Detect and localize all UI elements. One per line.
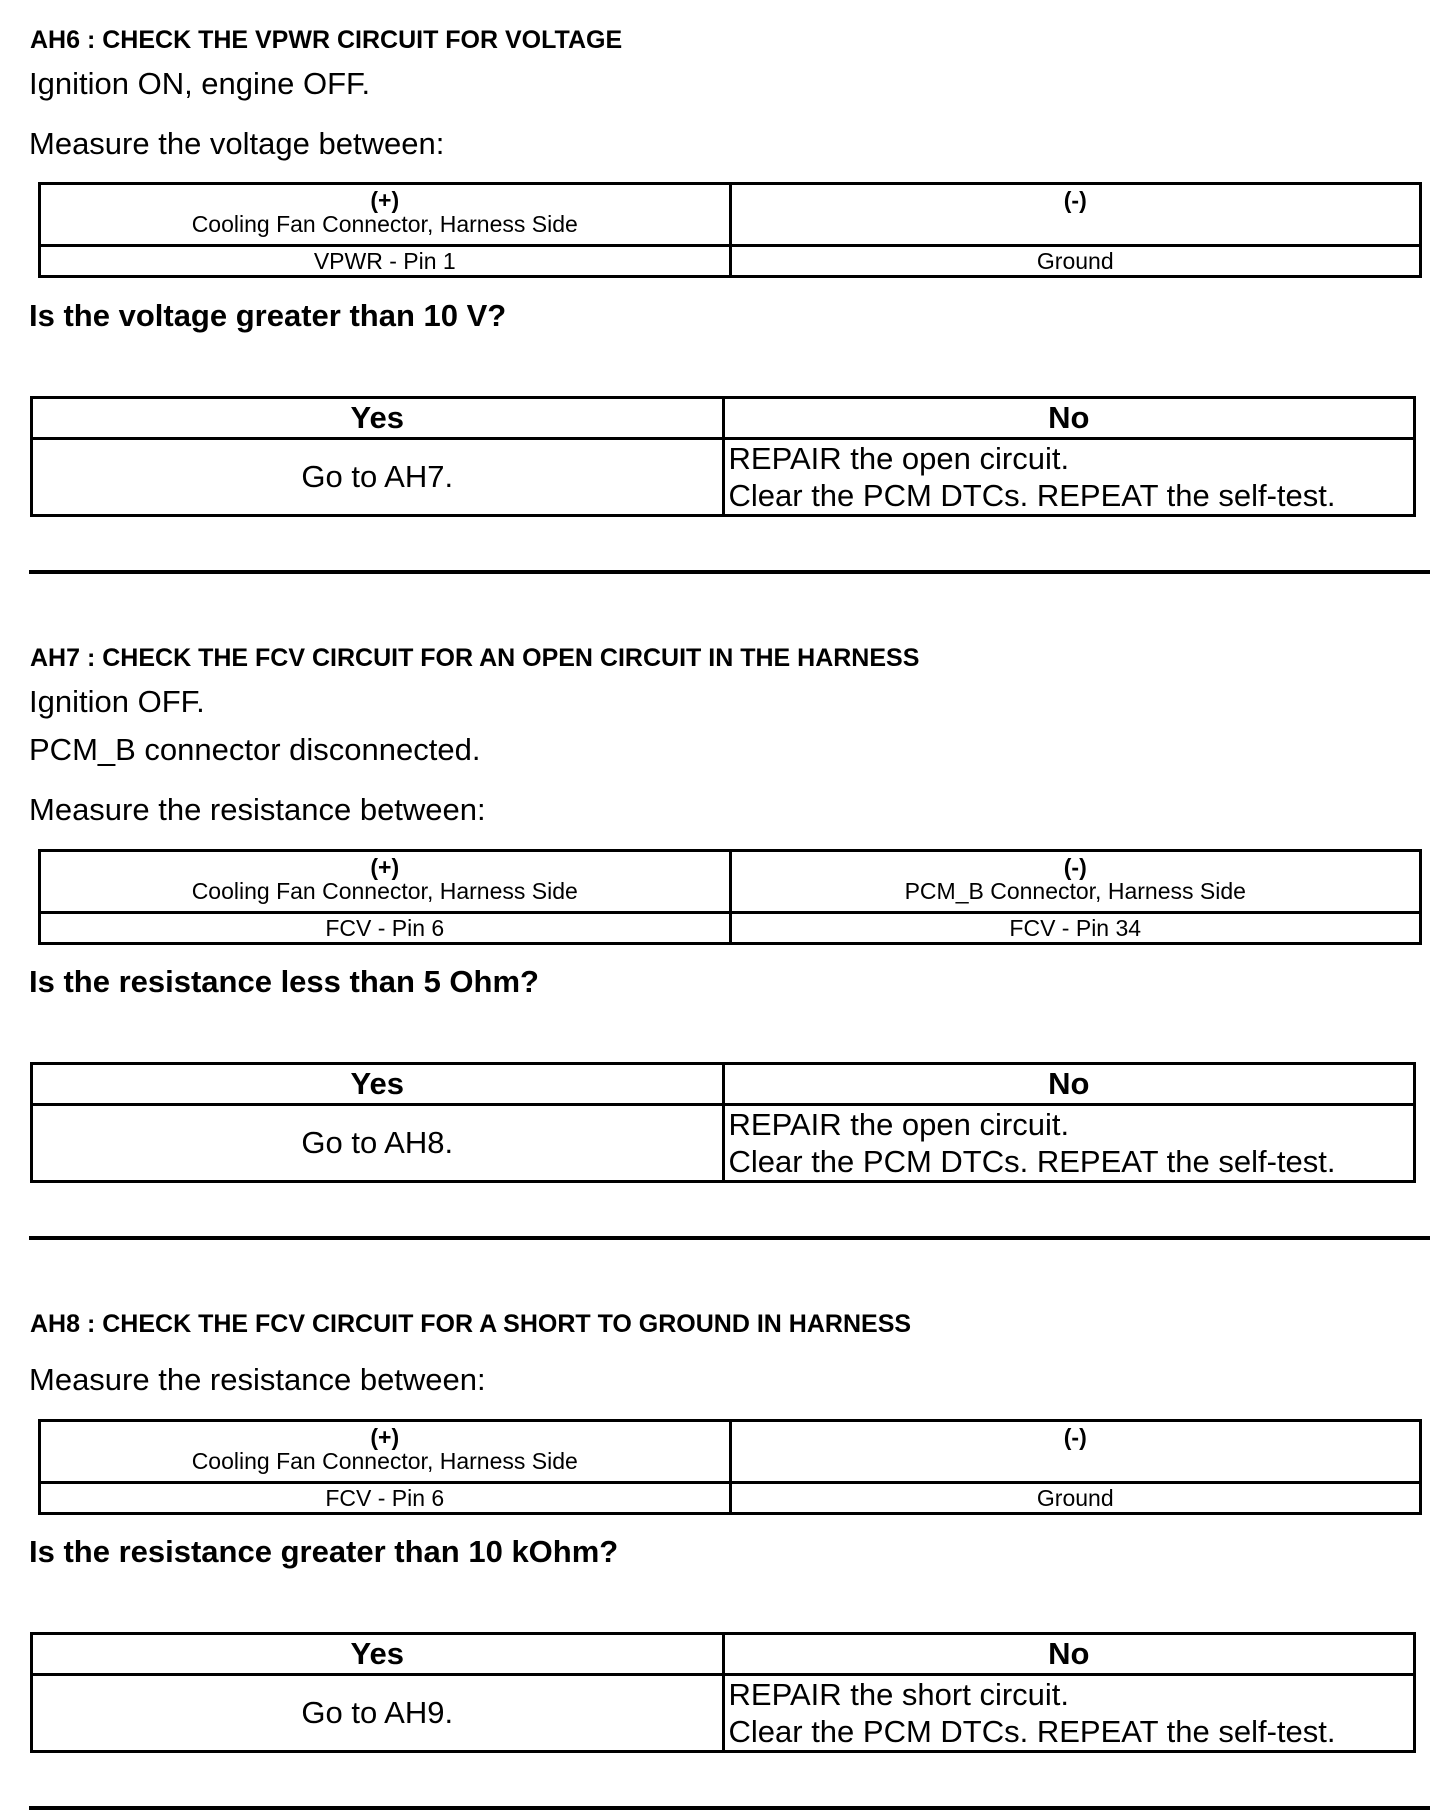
yes-no-table-ah8 [30, 1632, 1416, 1753]
positive-probe-header: (+) Cooling Fan Connector, Harness Side [40, 851, 731, 913]
positive-probe-header: (+) Cooling Fan Connector, Harness Side [40, 184, 731, 246]
measurement-table-ah8 [38, 1419, 1422, 1515]
question-ah8: Is the resistance greater than 10 kOhm? [29, 1534, 619, 1569]
question-ah6: Is the voltage greater than 10 V? [29, 298, 507, 333]
no-action: REPAIR the open circuit. Clear the PCM DTCs. REPEAT the self-test. [723, 1105, 1415, 1182]
question-ah7: Is the resistance less than 5 Ohm? [29, 964, 539, 999]
no-header: No [723, 1064, 1415, 1105]
instruction: Measure the resistance between: [29, 1362, 486, 1397]
no-header: No [723, 398, 1415, 439]
positive-probe-header: (+) Cooling Fan Connector, Harness Side [40, 1421, 731, 1483]
section-divider [29, 1236, 1430, 1240]
instruction: Ignition OFF. [29, 684, 205, 719]
instruction: Measure the resistance between: [29, 792, 486, 827]
yes-action: Go to AH7. [32, 439, 724, 516]
no-header: No [723, 1634, 1415, 1675]
measurement-table-ah6 [38, 182, 1422, 278]
step-title-ah8: AH8 : CHECK THE FCV CIRCUIT FOR A SHORT TO GROUND IN HARNESS [30, 1310, 912, 1338]
no-action: REPAIR the open circuit. Clear the PCM DTCs. REPEAT the self-test. [723, 439, 1415, 516]
negative-probe-header: (-) [730, 1421, 1421, 1483]
yes-no-table-ah6 [30, 396, 1416, 517]
section-divider [29, 1806, 1430, 1810]
yes-action: Go to AH9. [32, 1675, 724, 1752]
negative-probe-header: (-) PCM_B Connector, Harness Side [730, 851, 1421, 913]
no-action: REPAIR the short circuit. Clear the PCM DTCs. REPEAT the self-test. [723, 1675, 1415, 1752]
negative-probe-value: Ground [730, 246, 1421, 277]
negative-probe-value: Ground [730, 1483, 1421, 1514]
yes-header: Yes [32, 1634, 724, 1675]
instruction: PCM_B connector disconnected. [29, 732, 481, 767]
positive-probe-value: FCV - Pin 6 [40, 913, 731, 944]
yes-header: Yes [32, 1064, 724, 1105]
section-divider [29, 570, 1430, 574]
step-title-ah6: AH6 : CHECK THE VPWR CIRCUIT FOR VOLTAGE [30, 26, 623, 54]
instruction: Ignition ON, engine OFF. [29, 66, 371, 101]
measurement-table-ah7 [38, 849, 1422, 945]
yes-action: Go to AH8. [32, 1105, 724, 1182]
yes-header: Yes [32, 398, 724, 439]
step-title-ah7: AH7 : CHECK THE FCV CIRCUIT FOR AN OPEN CIRCUIT IN THE HARNESS [30, 644, 920, 672]
positive-probe-value: VPWR - Pin 1 [40, 246, 731, 277]
negative-probe-header: (-) [730, 184, 1421, 246]
positive-probe-value: FCV - Pin 6 [40, 1483, 731, 1514]
yes-no-table-ah7 [30, 1062, 1416, 1183]
instruction: Measure the voltage between: [29, 126, 445, 161]
negative-probe-value: FCV - Pin 34 [730, 913, 1421, 944]
